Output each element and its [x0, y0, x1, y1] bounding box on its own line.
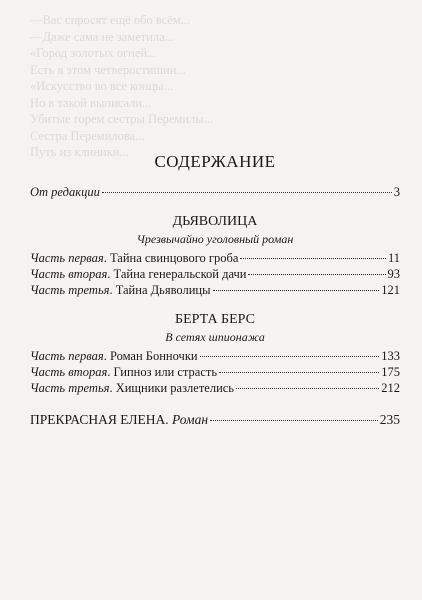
page-number: 212 — [381, 381, 400, 395]
section-title-berta-bers: БЕРТА БЕРС — [175, 312, 255, 327]
dot-leader — [248, 274, 385, 275]
dot-leader — [102, 192, 392, 193]
page-number: 133 — [381, 349, 400, 363]
toc-entry[interactable]: Часть третья. Тайна Дьяволицы 121 — [30, 283, 400, 297]
toc-entry[interactable]: Часть третья. Хищники разлетелись 212 — [30, 381, 400, 395]
toc-entry[interactable]: Часть первая. Тайна свинцового гроба 11 — [30, 251, 400, 265]
entry-title: Тайна свинцового гроба — [109, 251, 239, 265]
entry-title: ПРЕКРАСНАЯ ЕЛЕНА — [30, 412, 166, 427]
toc-entry[interactable]: Часть вторая. Тайна генеральской дачи 93 — [30, 267, 400, 281]
part-label: Часть вторая — [30, 365, 108, 379]
page-number: 175 — [381, 365, 400, 379]
part-label: Часть вторая — [30, 267, 108, 281]
section-title-dyavolitsa: ДЬЯВОЛИЦА — [172, 214, 258, 229]
table-of-contents — [30, 152, 400, 428]
part-label: Часть третья — [30, 283, 110, 297]
dot-leader — [240, 258, 386, 259]
entry-title: Тайна Дьяволицы — [115, 283, 211, 297]
dot-leader — [200, 356, 380, 357]
part-label: Часть первая — [30, 251, 104, 265]
page-number: 93 — [387, 267, 400, 281]
entry-title: Роман Бонночки — [109, 349, 198, 363]
toc-entry-prekrasnaya-elena[interactable]: ПРЕКРАСНАЯ ЕЛЕНА. Роман 235 — [30, 412, 400, 427]
toc-heading: СОДЕРЖАНИЕ — [154, 152, 276, 171]
dot-leader — [236, 388, 379, 389]
part-label: Часть первая — [30, 349, 104, 363]
page-number: 3 — [393, 185, 400, 199]
entry-subtitle: Роман — [171, 412, 209, 427]
dot-leader — [219, 372, 379, 373]
page-number: 235 — [379, 412, 400, 427]
toc-entry[interactable]: Часть вторая. Гипноз или страсть 175 — [30, 365, 400, 379]
dot-leader — [210, 420, 378, 421]
section-subtitle: В сетях шпионажа — [165, 330, 265, 344]
toc-entry[interactable]: Часть первая. Роман Бонночки 133 — [30, 349, 400, 363]
dot-leader — [213, 290, 380, 291]
show-through-text: —Вас спросят ещё обо всём... —Даже сама не заметила... «Город золотых огней... Есть в этом четверостишии... «Искусство во все концы... Но в такой выписали... Убитые горем сестры Перемилы... Сестра Перемилова... Путь из клиники... — [30, 13, 214, 159]
entry-title: Гипноз или страсть — [113, 365, 218, 379]
entry-title: От редакции — [30, 185, 100, 199]
page-number: 11 — [387, 251, 400, 265]
page-number: 121 — [381, 283, 400, 297]
section-subtitle: Чрезвычайно уголовный роман — [136, 232, 294, 246]
toc-entry-editorial[interactable] — [30, 184, 400, 200]
entry-title: Тайна генеральской дачи — [113, 267, 247, 281]
entry-title: Хищники разлетелись — [115, 381, 235, 395]
part-label: Часть третья — [30, 381, 110, 395]
